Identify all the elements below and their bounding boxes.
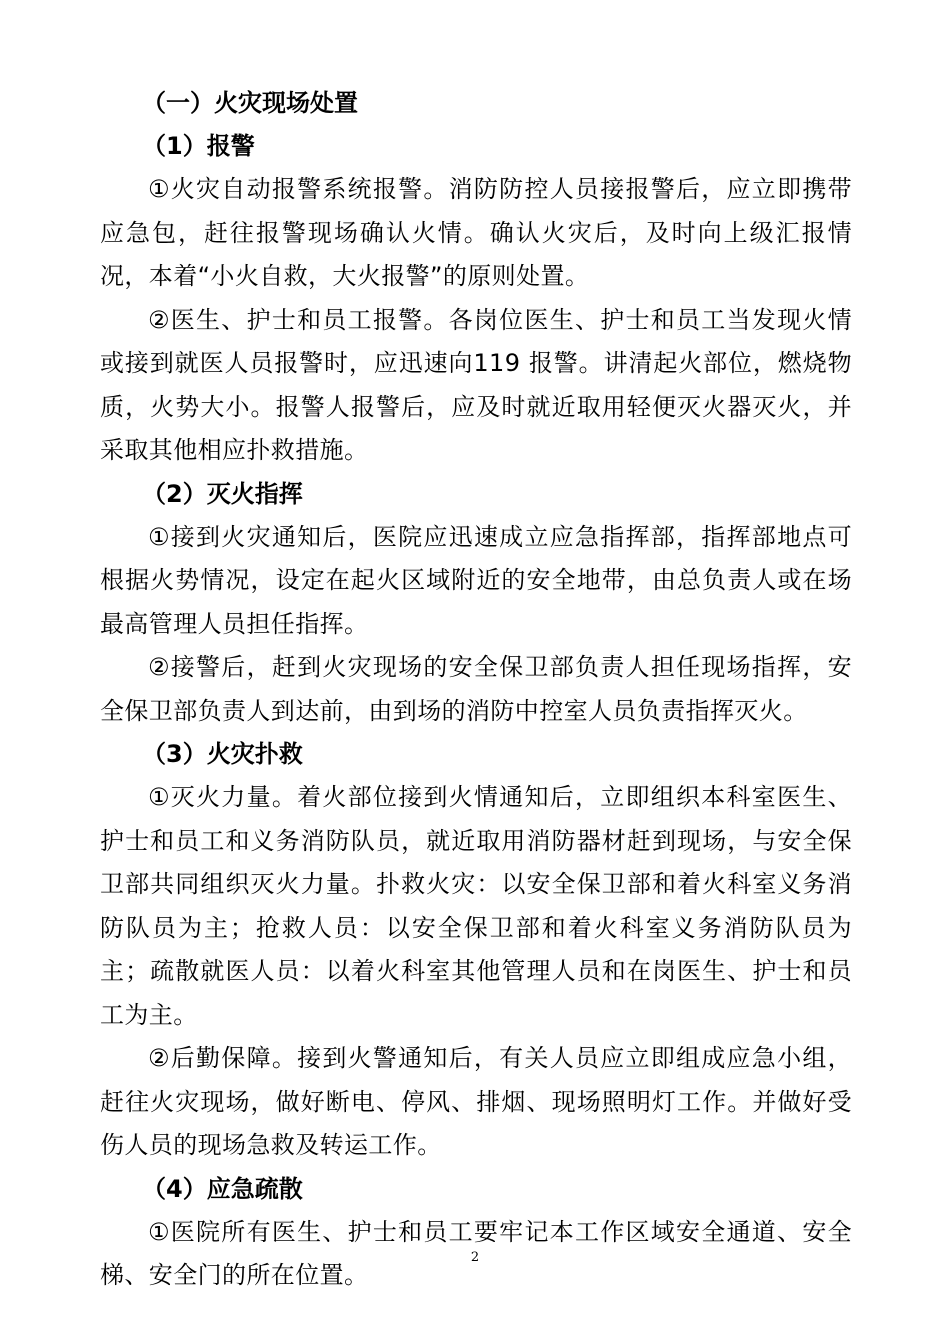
subsection-heading-evacuation: （4）应急疏散 bbox=[142, 1174, 303, 1203]
document-body bbox=[100, 82, 852, 1298]
paragraph: ②后勤保障。接到火警通知后，有关人员应立即组成应急小组，赶往火灾现场，做好断电、停风、排烟、现场照明灯工作。并做好受伤人员的现场急救及转运工作。 bbox=[100, 1044, 852, 1159]
page-number: 2 bbox=[470, 1250, 480, 1265]
paragraph: ①医院所有医生、护士和员工要牢记本工作区域安全通道、安全梯、安全门的所在位置。 bbox=[100, 1217, 852, 1289]
section-title: （一）火灾现场处置 bbox=[142, 89, 358, 117]
paragraph: ①接到火灾通知后，医院应迅速成立应急指挥部，指挥部地点可根据火势情况，设定在起火区域附近的安全地带，由总负责人或在场最高管理人员担任指挥。 bbox=[100, 522, 852, 638]
subsection-heading-firefighting: （3）火灾扑救 bbox=[142, 740, 303, 768]
paragraph: ②医生、护士和员工报警。各岗位医生、护士和员工当发现火情或接到就医人员报警时，应迅速向119 报警。讲清起火部位，燃烧物质，火势大小。报警人报警后，应及时就近取用轻便灭火器灭火，并采取其他相应扑救措施。 bbox=[100, 305, 852, 464]
paragraph: ①灭火力量。着火部位接到火情通知后，立即组织本科室医生、护士和员工和义务消防队员，就近取用消防器材赶到现场，与安全保卫部共同组织灭火力量。扑救火灾：以安全保卫部和着火科室义务消防队员为主；抢救人员：以安全保卫部和着火科室义务消防队员为主；疏散就医人员：以着火科室其他管理人员和在岗医生、护士和员工为主。 bbox=[100, 783, 852, 1029]
paragraph: ②接警后，赶到火灾现场的安全保卫部负责人担任现场指挥，安全保卫部负责人到达前，由到场的消防中控室人员负责指挥灭火。 bbox=[100, 653, 852, 725]
subsection-heading-alarm: （1）报警 bbox=[142, 132, 255, 160]
paragraph: ①火灾自动报警系统报警。消防防控人员接报警后，应立即携带应急包，赶往报警现场确认火情。确认火灾后，及时向上级汇报情况，本着“小火自救，大火报警”的原则处置。 bbox=[100, 175, 852, 290]
subsection-heading-command: （2）灭火指挥 bbox=[142, 479, 303, 508]
